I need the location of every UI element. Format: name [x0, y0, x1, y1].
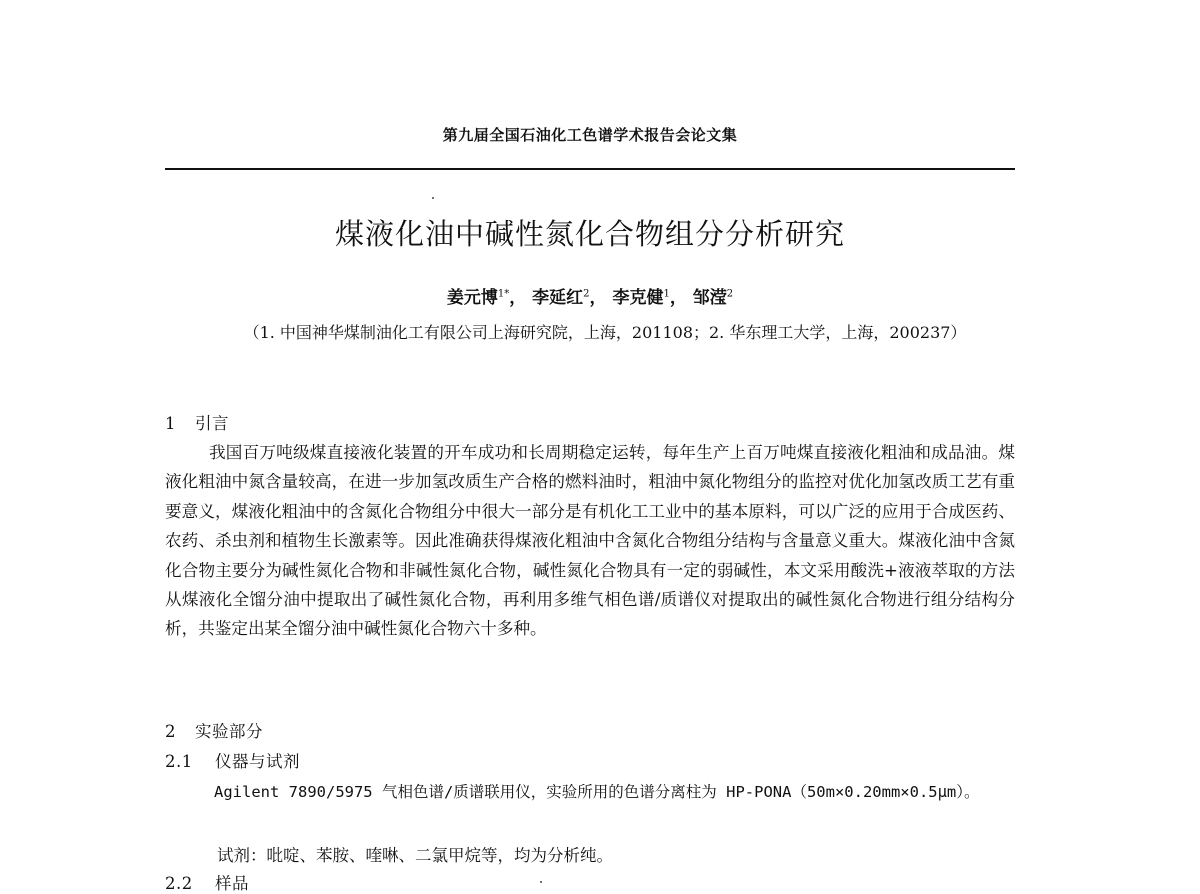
section-number: 1: [165, 414, 176, 433]
author-affiliation-mark: 2: [583, 288, 590, 300]
affiliation: （1. 中国神华煤制油化工有限公司上海研究院，上海，201108；2. 华东理工大学，上海，200237）: [243, 323, 967, 342]
scan-speck: [540, 881, 542, 883]
subsection-number: 2.1: [165, 752, 193, 771]
author-affiliation-mark: 1*: [497, 288, 510, 300]
author-affiliation-mark: 2: [726, 288, 734, 300]
section-number: 2: [165, 722, 176, 741]
author-name: 姜元博: [446, 288, 498, 308]
author-name: 邹滢: [692, 288, 727, 308]
section-heading-introduction: [165, 410, 1015, 434]
author-separator: ，: [509, 288, 527, 308]
header-rule: [165, 168, 1015, 170]
author-name: 李延红: [532, 288, 584, 308]
subsection-number: 2.2: [165, 874, 193, 893]
section-heading-experimental: [165, 718, 1015, 742]
author-name: 李克健: [612, 288, 664, 308]
paper-title: 煤液化油中碱性氮化合物组分分析研究: [334, 217, 845, 251]
subsection-heading-instruments: [165, 748, 1015, 772]
instrument-paragraph: Agilent 7890/5975 气相色谱/质谱联用仪，实验所用的色谱分离柱为 HP-PONA（50m×0.20mm×0.5μm）。: [214, 783, 980, 801]
author-affiliation-mark: 1: [663, 288, 670, 300]
running-header: 第九届全国石油化工色谱学术报告会论文集: [442, 126, 738, 144]
subsection-heading-samples: [165, 870, 1015, 894]
introduction-paragraph: 我国百万吨级煤直接液化装置的开车成功和长周期稳定运转，每年生产上百万吨煤直接液化粗油和成品油。煤液化粗油中氮含量较高，在进一步加氢改质生产合格的燃料油时，粗油中氮化物组分的监控对优化加氢改质工艺有重要意义，煤液化粗油中的含氮化合物组分中很大一部分是有机化工工业中的基本原料，可以广泛的应用于合成医药、农药、杀虫剂和植物生长激素等。因此准确获得煤液化粗油中含氮化合物组分结构与含量意义重大。煤液化油中含氮化合物主要分为碱性氮化合物和非碱性氮化合物，碱性氮化合物具有一定的弱碱性，本文采用酸洗+液液萃取的方法从煤液化全馏分油中提取出了碱性氮化合物，再利用多维气相色谱/质谱仪对提取出的碱性氮化合物进行组分结构分析，共鉴定出某全馏分油中碱性氮化合物六十多种。: [165, 443, 1015, 639]
subsection-title: 样品: [215, 874, 249, 893]
section-title: 引言: [195, 414, 229, 433]
section-title: 实验部分: [195, 722, 263, 741]
author-separator: ，: [669, 288, 687, 308]
reagents-paragraph: 试剂：吡啶、苯胺、喹啉、二氯甲烷等，均为分析纯。: [217, 846, 613, 865]
subsection-title: 仪器与试剂: [215, 752, 300, 771]
author-list: [165, 283, 1015, 308]
scan-speck: [432, 197, 434, 199]
author-separator: ，: [589, 288, 607, 308]
